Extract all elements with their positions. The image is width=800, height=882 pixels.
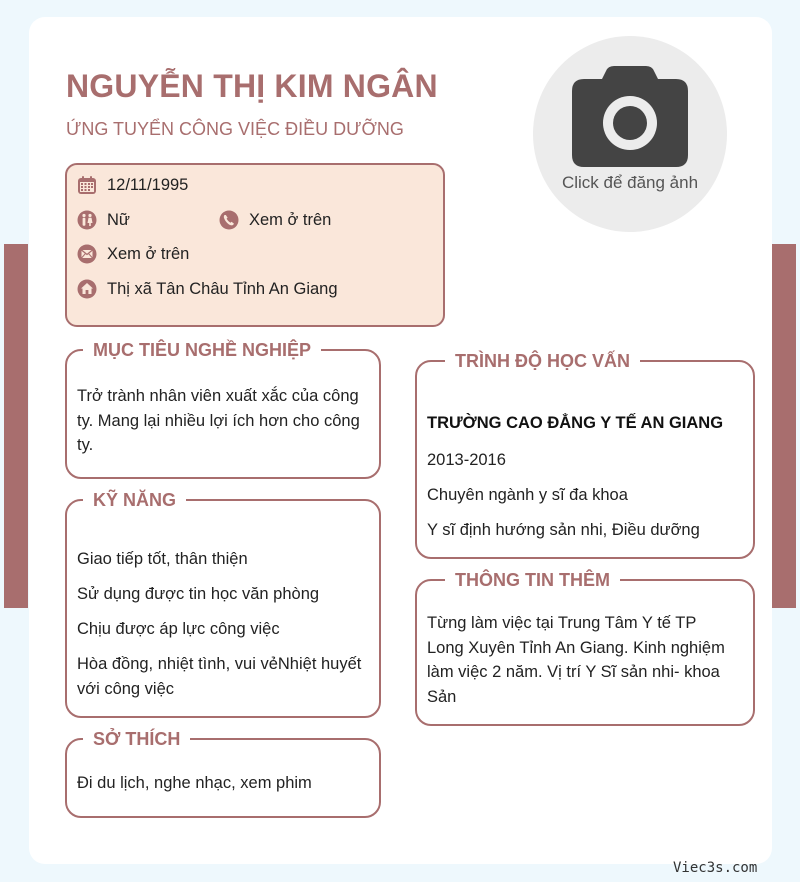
hobbies-text[interactable]: Đi du lịch, nghe nhạc, xem phim [77, 774, 312, 792]
home-icon [77, 279, 97, 299]
hobbies-title: SỞ THÍCH [83, 727, 190, 751]
education-title: TRÌNH ĐỘ HỌC VẤN [445, 349, 640, 373]
skills-section [65, 490, 381, 718]
education-section [415, 351, 755, 559]
objective-text[interactable]: Trở trành nhân viên xuất xắc của công ty. Mang lại nhiều lợi ích hơn cho công ty. [77, 387, 360, 454]
email-icon [77, 244, 97, 264]
skill-item[interactable]: Chịu được áp lực công việc [77, 620, 280, 638]
right-decor-band [772, 244, 796, 608]
hobbies-section [65, 729, 381, 818]
phone-row [219, 210, 331, 230]
email-value[interactable]: Xem ở trên [107, 244, 190, 263]
left-decor-band [4, 244, 28, 608]
site-watermark: Viec3s.com [673, 860, 758, 876]
candidate-name[interactable]: NGUYỄN THỊ KIM NGÂN [66, 68, 438, 104]
major[interactable]: Chuyên ngành y sĩ đa khoa [427, 486, 628, 504]
skill-item[interactable]: Hòa đồng, nhiệt tình, vui vẻNhiệt huyết với công việc [77, 655, 362, 698]
objective-section [65, 340, 381, 479]
extra-info-title: THÔNG TIN THÊM [445, 568, 620, 592]
contact-info-box [65, 163, 445, 327]
gender-icon [77, 210, 97, 230]
avatar-upload-label: Click để đăng ảnh [561, 173, 699, 192]
extra-info-section [415, 570, 755, 726]
skill-item[interactable]: Sử dụng được tin học văn phòng [77, 585, 320, 603]
avatar-upload[interactable] [533, 36, 727, 232]
extra-info-text[interactable]: Từng làm việc tại Trung Tâm Y tế TP Long Xuyên Tỉnh An Giang. Kinh nghiệm làm việc 2 năm. Vị trí Y Sĩ sản nhi- khoa Sản [427, 614, 725, 706]
school-name[interactable]: TRƯỜNG CAO ĐẲNG Y TẾ AN GIANG [427, 414, 724, 432]
phone-icon [219, 210, 239, 230]
address-value[interactable]: Thị xã Tân Châu Tỉnh An Giang [107, 279, 338, 298]
email-row [77, 244, 189, 264]
camera-icon [572, 65, 688, 167]
study-years[interactable]: 2013-2016 [427, 451, 506, 469]
address-row [77, 279, 338, 299]
birthday-value[interactable]: 12/11/1995 [107, 175, 189, 194]
phone-value[interactable]: Xem ở trên [249, 210, 332, 229]
birthday-row [77, 175, 188, 195]
specialty[interactable]: Y sĩ định hướng sản nhi, Điều dưỡng [427, 521, 700, 539]
skills-title: KỸ NĂNG [83, 488, 186, 512]
job-title[interactable]: ỨNG TUYỂN CÔNG VIỆC ĐIỀU DƯỠNG [66, 119, 404, 139]
objective-title: MỤC TIÊU NGHỀ NGHIỆP [83, 338, 321, 362]
gender-value[interactable]: Nữ [107, 210, 130, 229]
calendar-icon [77, 175, 97, 195]
skill-item[interactable]: Giao tiếp tốt, thân thiện [77, 550, 248, 568]
gender-row [77, 210, 130, 230]
